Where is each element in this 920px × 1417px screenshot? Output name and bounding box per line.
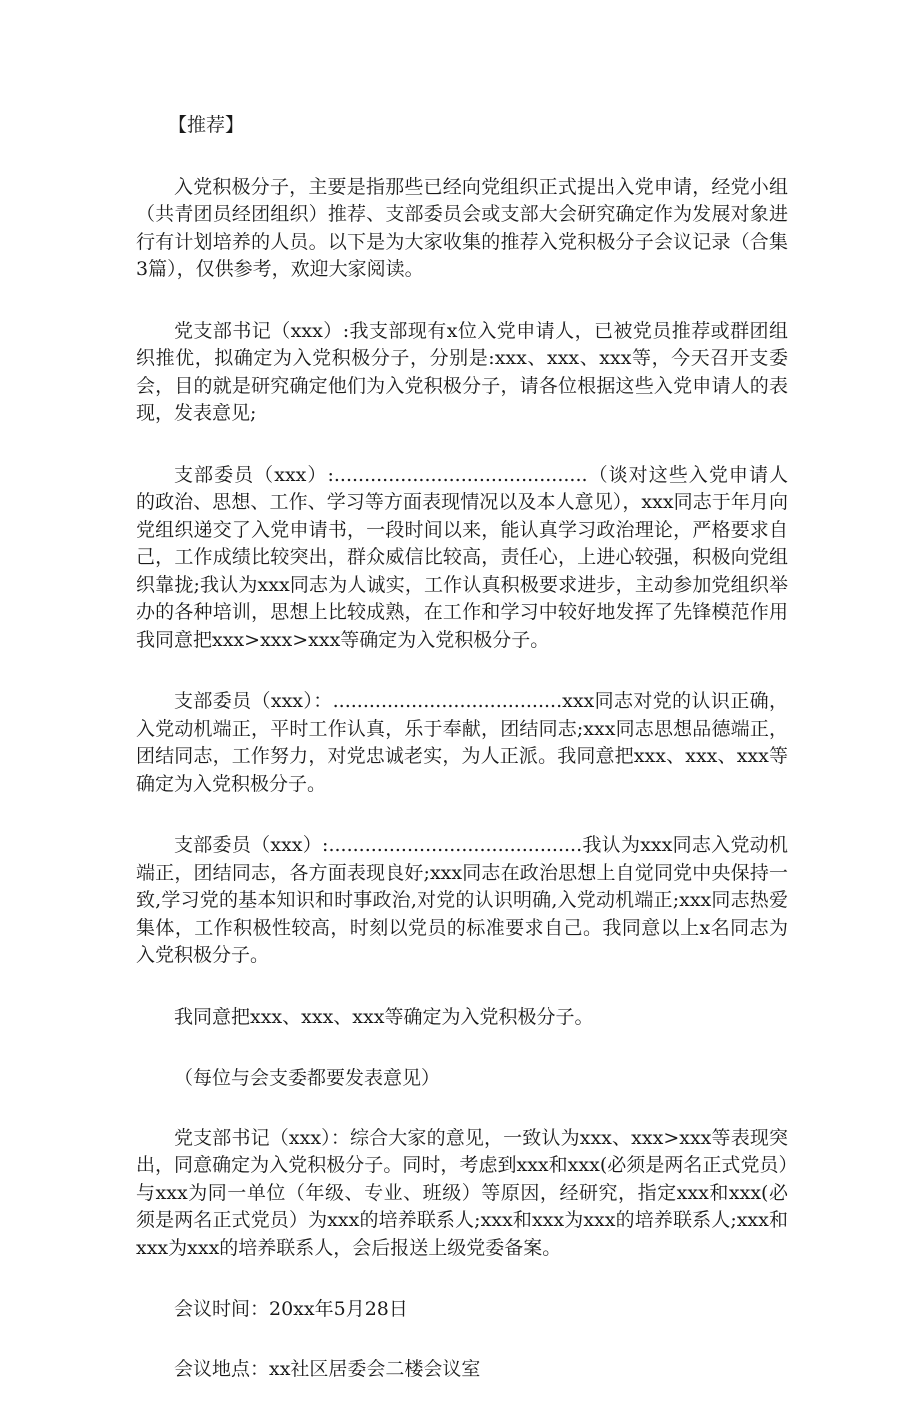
intro-paragraph: 入党积极分子，主要是指那些已经向党组织正式提出入党申请，经党小组（共青团员经团组织）推荐、支部委员会或支部大会研究确定作为发展对象进行有计划培养的人员。以下是为大家收集的推荐入党积极分子会议记录（合集3篇），仅供参考，欢迎大家阅读。 [136, 175, 788, 280]
note-paragraph: （每位与会支委都要发表意见） [174, 1067, 441, 1089]
committee-member-2-paragraph: 支部委员（xxx）：......................................xxx同志对党的认识正确，入党动机端正，平时工作认真，乐于奉献，团结同志;xxx同志思想品德端正，团结同志，工作努力，对党忠诚老实，为人正派。我同意把xxx、xxx、xxx等确定为入党积极分子。 [136, 690, 788, 795]
secretary-summary-paragraph: 党支部书记（xxx）：综合大家的意见，一致认为xxx、xxx>xxx等表现突出，同意确定为入党积极分子。同时，考虑到xxx和xxx(必须是两名正式党员）与xxx为同一单位（年级、专业、班级）等原因，经研究，指定xxx和xxx(必须是两名正式党员）为xxx的培养联系人;xxx和xxx为xxx的培养联系人;xxx和xxx为xxx的培养联系人，会后报送上级党委备案。 [136, 1126, 788, 1259]
meeting-time: 会议时间：20xx年5月28日 [174, 1298, 408, 1320]
document-body [136, 112, 788, 1417]
secretary-opening-paragraph: 党支部书记（xxx）:我支部现有x位入党申请人，已被党员推荐或群团组织推优，拟确定为入党积极分子，分别是:xxx、xxx、xxx等，今天召开支委会，目的就是研究确定他们为入党积极分子，请各位根据这些入党申请人的表现，发表意见; [136, 319, 788, 424]
committee-member-1-paragraph: 支部委员（xxx）:..........................................（谈对这些入党申请人的政治、思想、工作、学习等方面表现情况以及本人意见），xxx同志于年月向党组织递交了入党申请书，一段时间以来，能认真学习政治理论，严格要求自己，工作成绩比较突出，群众威信比较高，责任心，上进心较强，积极向党组织靠拢;我认为xxx同志为人诚实，工作认真积极要求进步，主动参加党组织举办的各种培训，思想上比较成熟，在工作和学习中较好地发挥了先锋模范作用我同意把xxx>xxx>xxx等确定为入党积极分子。 [136, 463, 788, 651]
committee-member-3-paragraph: 支部委员（xxx）:..........................................我认为xxx同志入党动机端正，团结同志，各方面表现良好;xxx同志在政治思想上自觉同党中央保持一致,学习党的基本知识和时事政治,对党的认识明确,入党动机端正;xxx同志热爱集体，工作积极性较高，时刻以党员的标准要求自己。我同意以上x名同志为入党积极分子。 [136, 834, 788, 966]
document-heading: 【推荐】 [168, 114, 245, 136]
agreement-paragraph: 我同意把xxx、xxx、xxx等确定为入党积极分子。 [174, 1005, 594, 1028]
meeting-location: 会议地点：xx社区居委会二楼会议室 [174, 1357, 481, 1380]
